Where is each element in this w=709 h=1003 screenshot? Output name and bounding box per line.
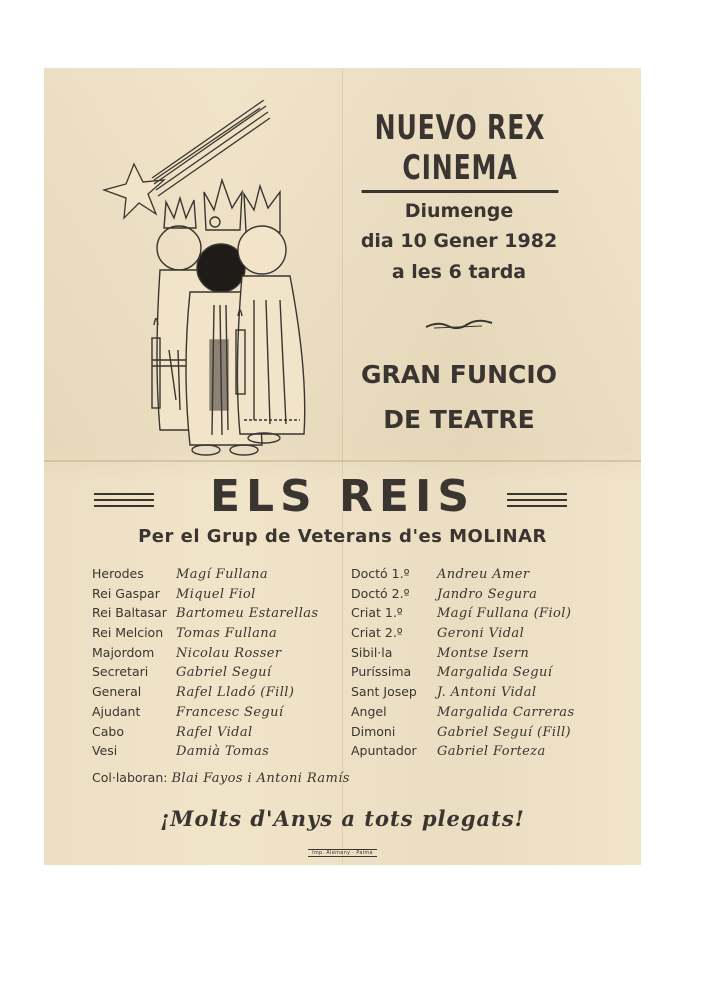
three-kings-illustration (94, 100, 324, 460)
cast-actor: J. Antoni Vidal (437, 685, 537, 701)
cast-role: Sibil·la (351, 644, 393, 660)
cast-row (351, 625, 575, 645)
event-day: Diumenge (404, 200, 514, 222)
greeting: ¡Molts d'Anys a tots plegats! (160, 806, 525, 831)
cast-role: Dimoni (351, 723, 396, 739)
cast-row (92, 645, 318, 665)
cast-row (92, 605, 318, 625)
cast-actor: Margalida Seguí (437, 665, 553, 681)
cast-role: General (92, 684, 142, 700)
cast-row (351, 684, 575, 704)
cast-actor: Margalida Carreras (437, 704, 575, 720)
cast-actor: Gabriel Seguí (176, 665, 272, 681)
cast-row (351, 664, 575, 684)
cast-role: Sant Josep (351, 684, 417, 700)
cast-row (92, 625, 318, 645)
title-rule-right (507, 493, 567, 507)
cast-row (92, 566, 318, 586)
cast-actor: Francesc Seguí (176, 704, 284, 720)
cast-actor: Nicolau Rosser (176, 645, 282, 661)
cast-row (351, 743, 575, 763)
cast-row (92, 586, 318, 606)
printer-imprint (44, 850, 641, 856)
cast-row (351, 586, 575, 606)
cast-role: Ajudant (92, 703, 141, 719)
cast-actor: Gabriel Forteza (437, 744, 546, 760)
cast-row (92, 704, 318, 724)
paper-fold-vertical (342, 68, 343, 865)
cast-actor: Montse Isern (437, 645, 530, 661)
cast-role: Doctó 1.º (351, 566, 410, 581)
collaborators-label: Col·laboran: (92, 770, 168, 785)
cast-actor: Jandro Segura (437, 586, 538, 602)
cast-actor: Miquel Fiol (176, 586, 256, 602)
cast-role: Criat 1.º (351, 605, 403, 621)
event-date: dia 10 Gener 1982 (360, 230, 558, 252)
collaborators-names: Blai Fayos i Antoni Ramís (171, 771, 350, 786)
cast-row (351, 704, 575, 724)
cast-role: Vesi (92, 743, 118, 759)
cast-role: Rei Baltasar (92, 605, 167, 621)
cast-actor: Rafel Vidal (176, 724, 253, 740)
cast-role: Rei Gaspar (92, 585, 160, 601)
cast-role: Secretari (92, 664, 149, 680)
printer-text: Imp. Alemany - Palma (308, 849, 377, 857)
cast-row (351, 724, 575, 744)
cast-row (92, 743, 318, 763)
event-type-line1: GRAN FUNCIO (361, 360, 557, 389)
cast-row (92, 664, 318, 684)
cast-row (351, 605, 575, 625)
cast-role: Apuntador (351, 743, 417, 759)
cast-actor: Gabriel Seguí (Fill) (437, 724, 572, 740)
cast-row (92, 684, 318, 704)
flyer-sheet (44, 68, 641, 865)
cast-actor: Tomas Fullana (176, 626, 278, 642)
cast-role: Majordom (92, 644, 155, 660)
cast-actor: Magí Fullana (176, 567, 269, 582)
company-subtitle: Per el Grup de Veterans d'es MOLINAR (138, 526, 547, 547)
event-type-line2: DE TEATRE (383, 405, 535, 434)
cast-role: Cabo (92, 723, 124, 739)
cast-actor: Geroni Vidal (437, 626, 525, 642)
cast-role: Herodes (92, 566, 144, 581)
event-time: a les 6 tarda (391, 261, 527, 283)
cast-row (351, 566, 575, 586)
cast-role: Rei Melcion (92, 625, 164, 641)
ornament-divider (424, 318, 494, 332)
king-right-icon (236, 186, 305, 443)
collaborators-line (92, 770, 350, 786)
cast-role: Puríssima (351, 664, 412, 680)
cast-actor: Magí Fullana (Fiol) (437, 606, 572, 622)
play-title: ELS REIS (209, 471, 476, 522)
cast-role: Doctó 2.º (351, 585, 410, 601)
cast-role: Criat 2.º (351, 625, 403, 641)
cast-list-right (351, 566, 575, 763)
cast-actor: Rafel Lladó (Fill) (176, 685, 295, 701)
cast-actor: Andreu Amer (437, 567, 530, 582)
cast-actor: Damià Tomas (176, 744, 270, 760)
star-icon (104, 164, 164, 218)
cinema-name: NUEVO REX CINEMA (362, 108, 559, 193)
cast-list-left (92, 566, 318, 763)
cast-row (351, 645, 575, 665)
shooting-star-icon (104, 100, 270, 218)
cast-actor: Bartomeu Estarellas (176, 606, 319, 622)
cast-role: Angel (351, 703, 387, 719)
cast-row (92, 724, 318, 744)
